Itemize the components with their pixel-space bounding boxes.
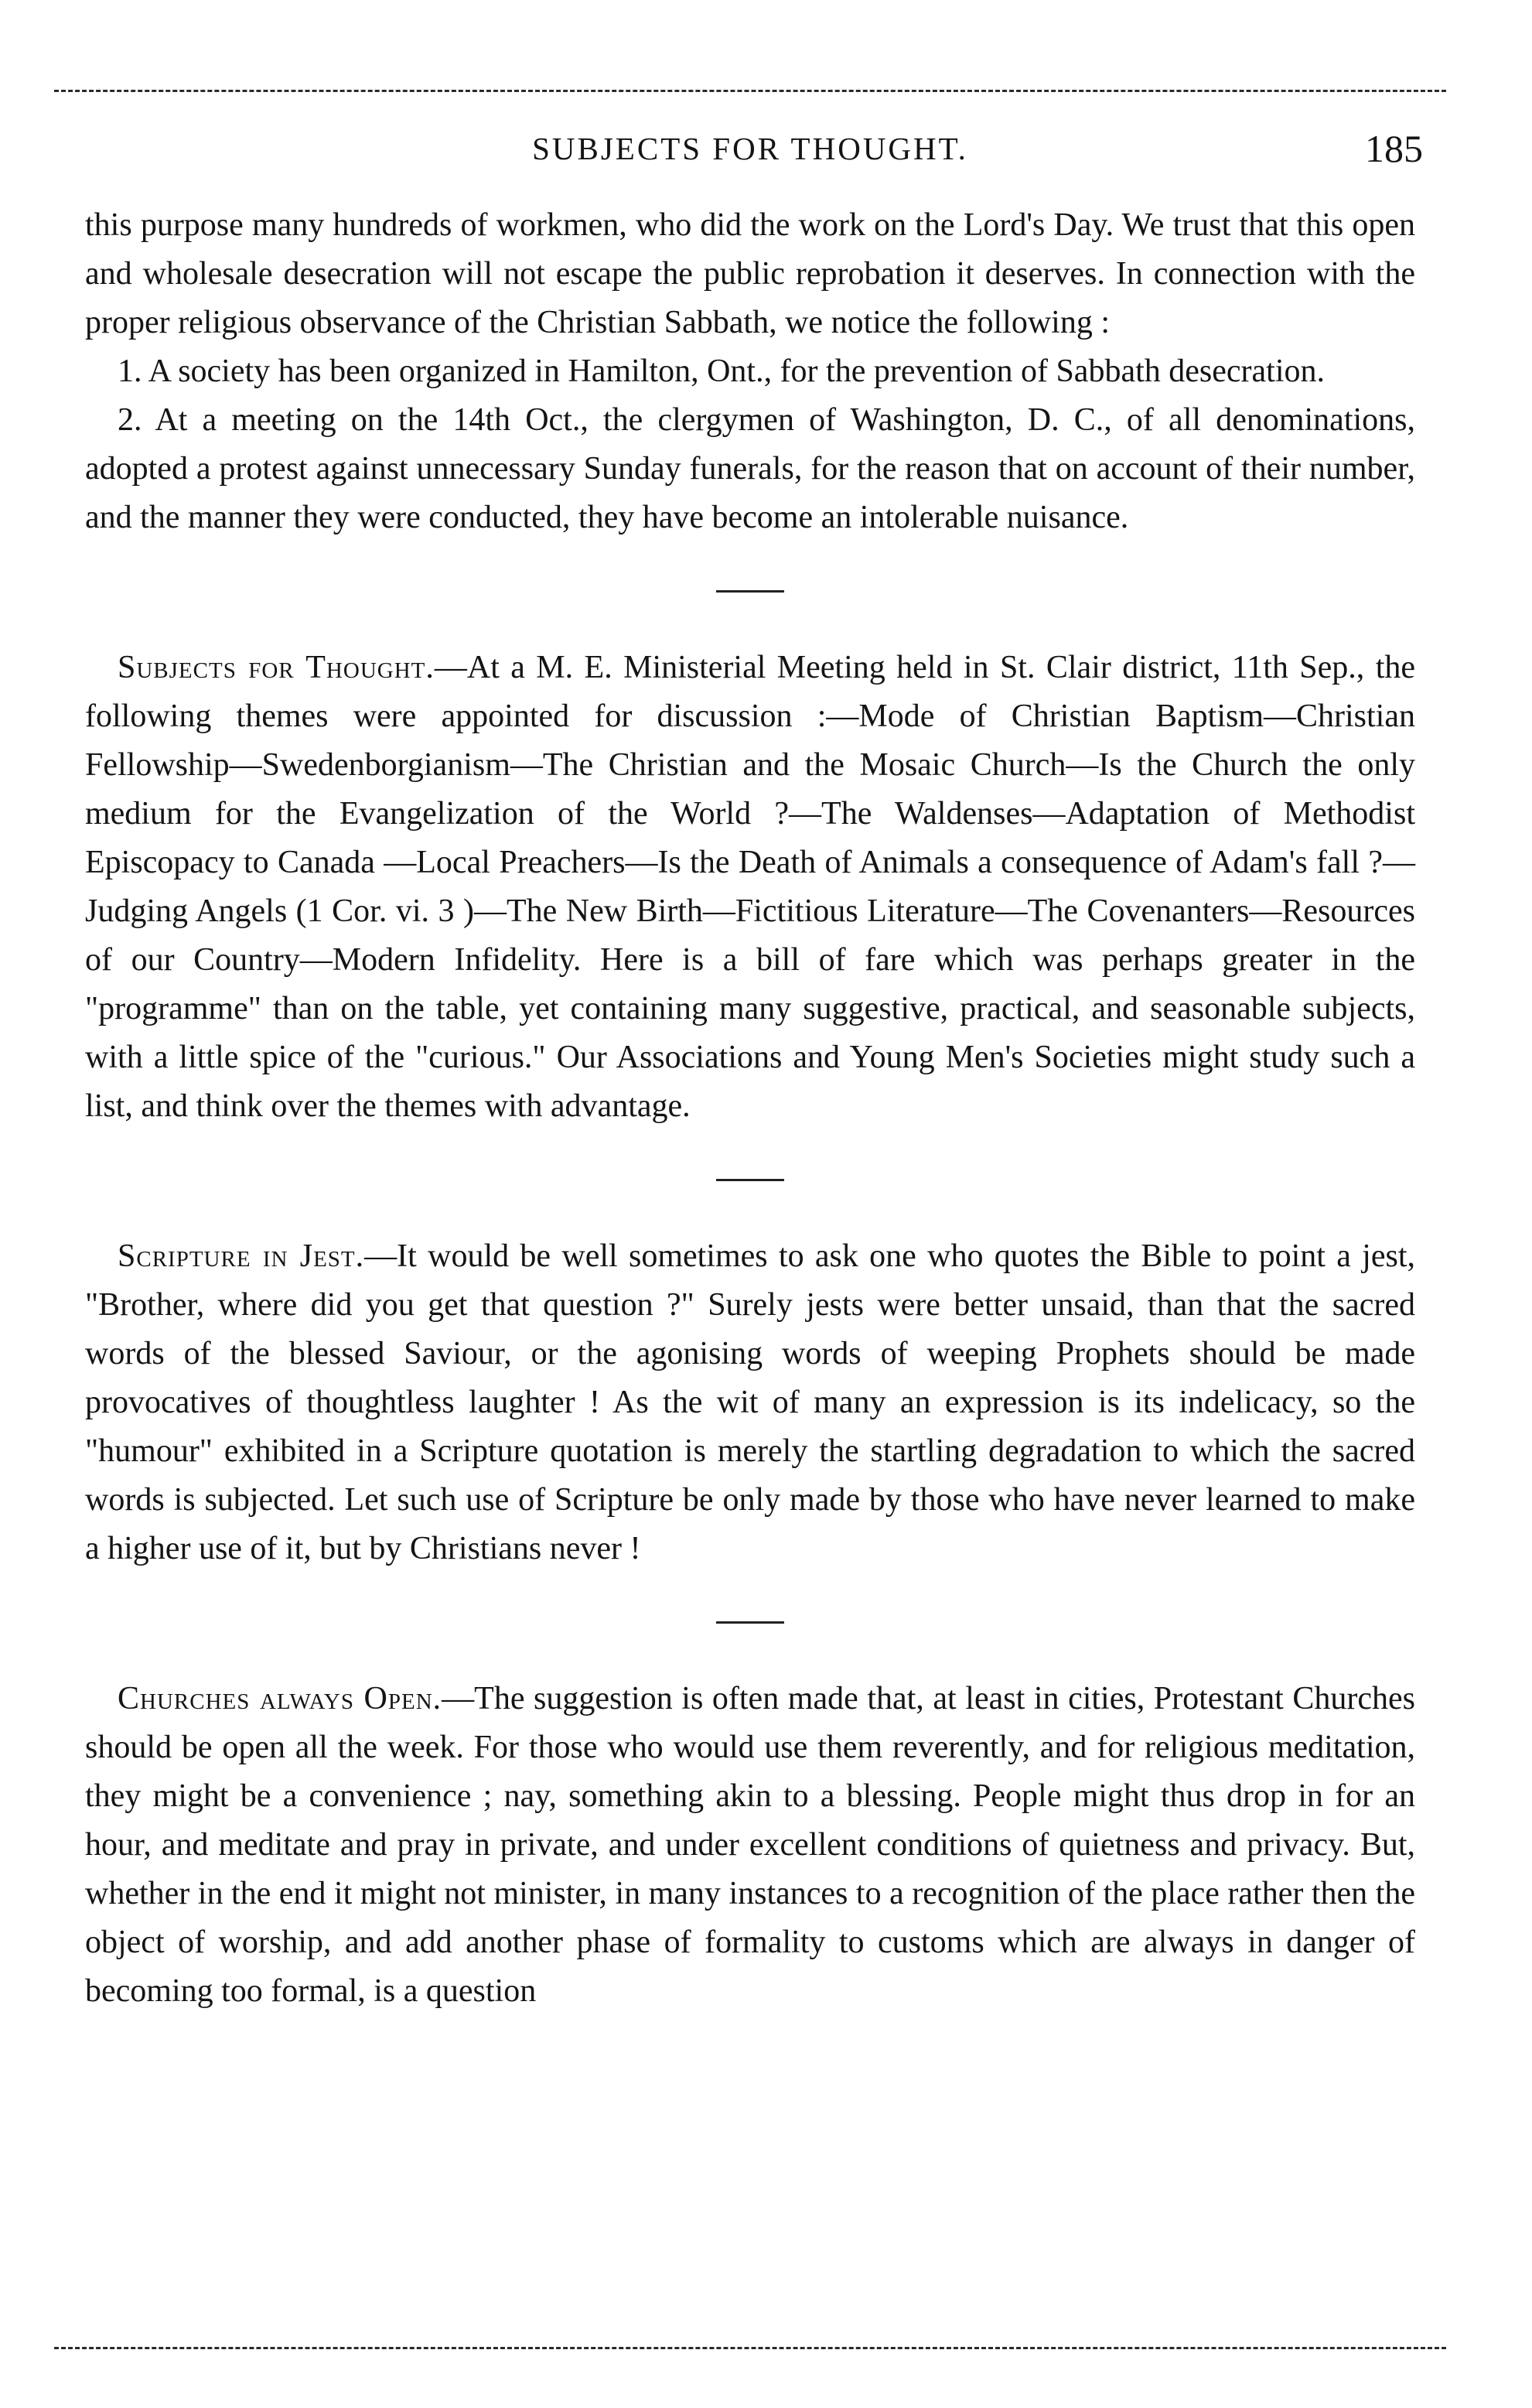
paragraph-item-1: 1. A society has been organized in Hamilton, Ont., for the prevention of Sabbath desecration. [118,354,1325,389]
paragraph-item-2: 2. At a meeting on the 14th Oct., the clergymen of Washington, D. C., of all denominations, adopted a protest against unnecessary Sunday funerals, for the reason that on account of their number, and the manner they were conducted, they have become an intolerable nuisance. [85,402,1415,535]
page-number: 185 [1365,127,1423,170]
paragraph-continued: this purpose many hundreds of workmen, who did the work on the Lord's Day. We trust that this open and wholesale desecration will not escape the public reprobation it deserves. In connection with the proper religious observance of the Christian Sabbath, we notice the following : [85,207,1415,340]
section-separator [716,590,784,593]
section-text: —At a M. E. Ministerial Meeting held in St. Clair district, 11th Sep., the following themes were appointed for discussion :—Mode of Christian Baptism—Christian Fellowship—Swedenborgianism—The Christian and the Mosaic Church—Is the Church the only medium for the Evangelization of the World ?—The Waldenses—Adaptation of Methodist Episcopacy to Canada —Local Preachers—Is the Death of Animals a consequence of Adam's fall ?—Judging Angels (1 Cor. vi. 3 )—The New Birth—Fictitious Literature—The Covenanters—Resources of our Country—Modern Infidelity. Here is a bill of fare which was perhaps greater in the "programme" than on the table, yet containing many suggestive, practical, and seasonable subjects, with a little spice of the "curious." Our Associations and Young Men's Societies might study such a list, and think over the themes with advantage. [85,650,1416,1124]
section-churches-always-open [85,1675,1415,2016]
page-header [85,124,1423,173]
section-heading: Subjects for Thought. [118,650,435,685]
section-heading: Churches always Open. [118,1681,442,1716]
running-title: SUBJECTS FOR THOUGHT. [532,131,968,166]
section-separator [716,1621,784,1624]
section-separator [716,1179,784,1181]
page-body [85,201,1415,2016]
section-subjects-for-thought [85,644,1415,1131]
bottom-dashed-rule [54,2347,1446,2349]
top-dashed-rule [54,90,1446,92]
section-text: —The suggestion is often made that, at least in cities, Protestant Churches should be open all the week. For those who would use them reverently, and for religious meditation, they might be a convenience ; nay, something akin to a blessing. People might thus drop in for an hour, and meditate and pray in private, and under excellent conditions of quietness and privacy. But, whether in the end it might not minister, in many instances to a recognition of the place rather then the object of worship, and add another phase of formality to customs which are always in danger of becoming too formal, is a question [85,1681,1415,2009]
section-text: —It would be well sometimes to ask one who quotes the Bible to point a jest, "Brother, where did you get that question ?" Surely jests were better unsaid, than that the sacred words of the blessed Saviour, or the agonising words of weeping Prophets should be made provocatives of thoughtless laughter ! As the wit of many an expression is its indelicacy, so the "humour" exhibited in a Scripture quotation is merely the startling degradation to which the sacred words is subjected. Let such use of Scripture be only made by those who have never learned to make a higher use of it, but by Christians never ! [85,1238,1415,1566]
section-scripture-in-jest [85,1232,1415,1573]
section-heading: Scripture in Jest. [118,1238,365,1274]
